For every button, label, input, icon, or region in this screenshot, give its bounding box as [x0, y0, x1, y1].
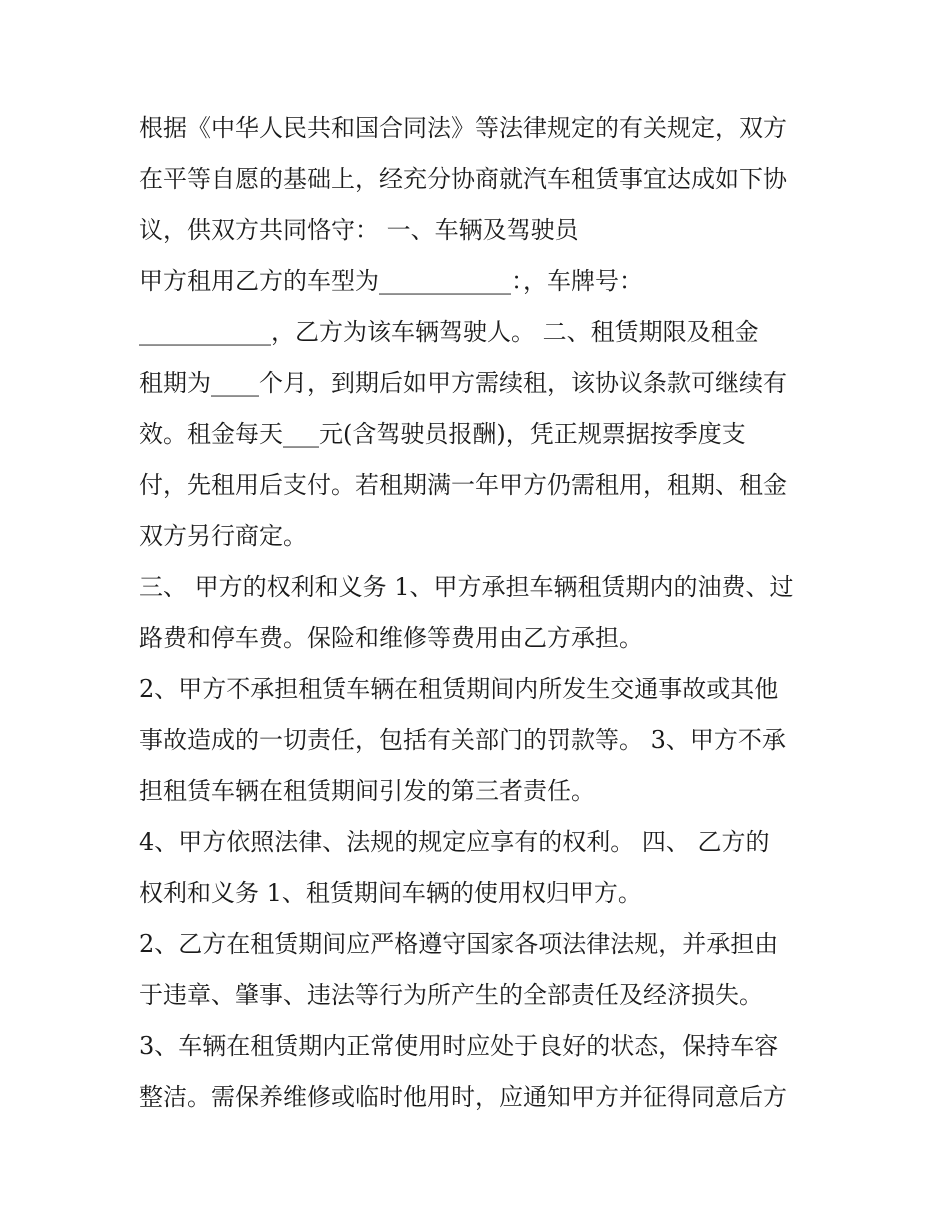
text-line: 2、甲方不承担租赁车辆在租赁期间内所发生交通事故或其他 [139, 675, 779, 703]
text-line: 权利和义务 1、租赁期间车辆的使用权归甲方。 [139, 879, 642, 907]
text-line: 4、甲方依照法律、法规的规定应享有的权利。 四、 乙方的 [139, 828, 770, 856]
text-line: 付，先租用后支付。若租期满一年甲方仍需租用，租期、租金 [139, 471, 787, 499]
text-line: 双方另行商定。 [139, 522, 307, 550]
text-line: 路费和停车费。保险和维修等费用由乙方承担。 [139, 624, 643, 652]
contract-body-text [139, 103, 829, 1123]
text-line: 议，供双方共同恪守： 一、车辆及驾驶员 [139, 216, 579, 244]
text-line: 三、 甲方的权利和义务 1、甲方承担车辆租赁期内的油费、过 [139, 573, 794, 601]
text-line: 租期为____个月，到期后如甲方需续租，该协议条款可继续有 [139, 369, 787, 397]
text-line: 3、车辆在租赁期内正常使用时应处于良好的状态，保持车容 [139, 1032, 779, 1060]
text-line: 事故造成的一切责任，包括有关部门的罚款等。 3、甲方不承 [139, 726, 786, 754]
text-line: 担租赁车辆在租赁期间引发的第三者责任。 [139, 777, 595, 805]
text-line: 于违章、肇事、违法等行为所产生的全部责任及经济损失。 [139, 981, 763, 1009]
text-line: 2、乙方在租赁期间应严格遵守国家各项法律法规，并承担由 [139, 930, 779, 958]
text-line: ___________，乙方为该车辆驾驶人。 二、租赁期限及租金 [139, 318, 759, 346]
text-line: 效。租金每天___元(含驾驶员报酬)，凭正规票据按季度支 [139, 420, 746, 448]
text-line: 甲方租用乙方的车型为___________：，车牌号： [139, 267, 643, 295]
text-line: 在平等自愿的基础上，经充分协商就汽车租赁事宜达成如下协 [139, 165, 787, 193]
text-line: 根据《中华人民共和国合同法》等法律规定的有关规定，双方 [139, 114, 787, 142]
text-line: 整洁。需保养维修或临时他用时，应通知甲方并征得同意后方 [139, 1083, 787, 1111]
